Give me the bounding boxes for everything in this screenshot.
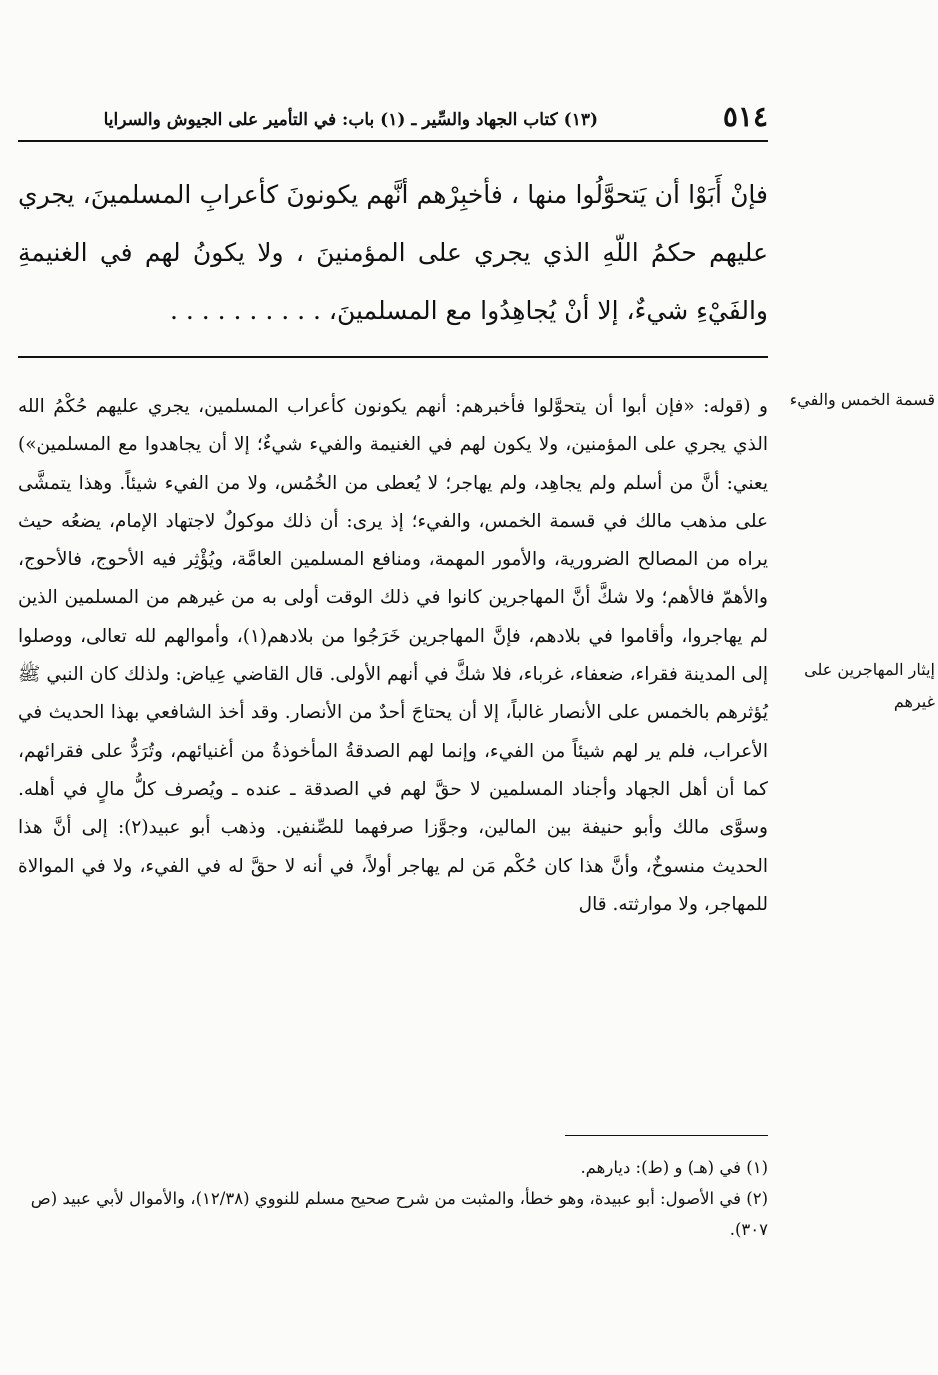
page-number: ٥١٤	[722, 100, 768, 133]
section-separator	[18, 356, 768, 358]
margin-note-fifth-and-fay: قسمة الخمس والفيء	[789, 390, 935, 409]
page-header	[18, 92, 768, 142]
hadith-text-block	[18, 166, 768, 340]
footnote-rule	[565, 1135, 768, 1136]
hadith-text: فإنْ أَبَوْا أن يَتحوَّلُوا منها ، فأخبِرْهم أنَّهم يكونونَ كأعرابِ المسلمينَ، يجري عليهم حكمُ اللّهِ الذي يجري على المؤمنينَ ، ولا يكونُ لهم في الغنيمةِ والفَيْءِ شيءٌ، إلا أنْ يُجاهِدُوا مع المسلمينَ، . . . . . . . . . .	[18, 180, 768, 325]
commentary-text: و (قوله: «فإن أبوا أن يتحوَّلوا فأخبرهم: أنهم يكونون كأعراب المسلمين، يجري عليهم حُكْمُ الله الذي يجري على المؤمنين، ولا يكون لهم في الغنيمة والفيء شيءٌ؛ إلا أن يجاهدوا مع المسلمين») يعني: أنَّ من أسلم ولم يجاهِد، ولم يهاجر؛ لا يُعطى من الخُمُس، ولا من الفيء شيئاً. وهذا يتمشَّى على مذهب مالك في قسمة الخمس، والفيء؛ إذ يرى: أن ذلك موكولٌ لاجتهاد الإمام، يضعُه حيث يراه من المصالح الضرورية، والأمور المهمة، ومنافع المسلمين العامَّة، ويُؤْثِر فيه الأحوج، فالأحوج، والأهمّ فالأهم؛ ولا شكَّ أنَّ المهاجرين كانوا في ذلك الوقت أولى به من غيرهم من المسلمين الذين لم يهاجروا، وأقاموا في بلادهم، فإنَّ المهاجرين خَرَجُوا من بلادهم(١)، وأموالهم لله تعالى، ووصلوا إلى المدينة فقراء، ضعفاء، غرباء، فلا شكَّ في أنهم الأولى. قال القاضي عِياض: ولذلك كان النبي ﷺ يُؤثرهم بالخمس على الأنصار غالباً، إلا أن يحتاجَ أحدٌ من الأنصار. وقد أخذ الشافعي بهذا الحديث في الأعراب، فلم ير لهم شيئاً من الفيء، وإنما لهم الصدقةُ المأخوذةُ من أغنيائهم، وتُرَدُّ على فقرائهم، كما أن أهل الجهاد وأجناد المسلمين لا حقَّ لهم في الصدقة ـ عنده ـ ويُصرف كلُّ مالٍ في أهله. وسوَّى مالك وأبو حنيفة بين المالين، وجوَّزا صرفهما للصِّنفين. وذهب أبو عبيد(٢): إلى أنَّ هذا الحديث منسوخٌ، وأنَّ هذا كان حُكْم مَن لم يهاجر أولاً، في أنه لا حقَّ له في الفيء، ولا في الموالاة للمهاجر، ولا موارثته. قال	[18, 396, 768, 915]
footnote-1: (١) في (هـ) و (ط): ديارهم.	[580, 1158, 768, 1177]
commentary-block	[18, 388, 768, 924]
margin-note-preference-muhajirun: إيثار المهاجرين على غيرهم	[804, 660, 935, 711]
footnotes	[18, 1152, 768, 1245]
running-title: (١٣) كتاب الجهاد والسِّير ـ (١) باب: في التأمير على الجيوش والسرايا	[103, 110, 598, 130]
footnote-2: (٢) في الأصول: أبو عبيدة، وهو خطأ، والمثبت من شرح صحيح مسلم للنووي (١٢/٣٨)، والأموال لأبي عبيد (ص ٣٠٧).	[30, 1189, 768, 1239]
